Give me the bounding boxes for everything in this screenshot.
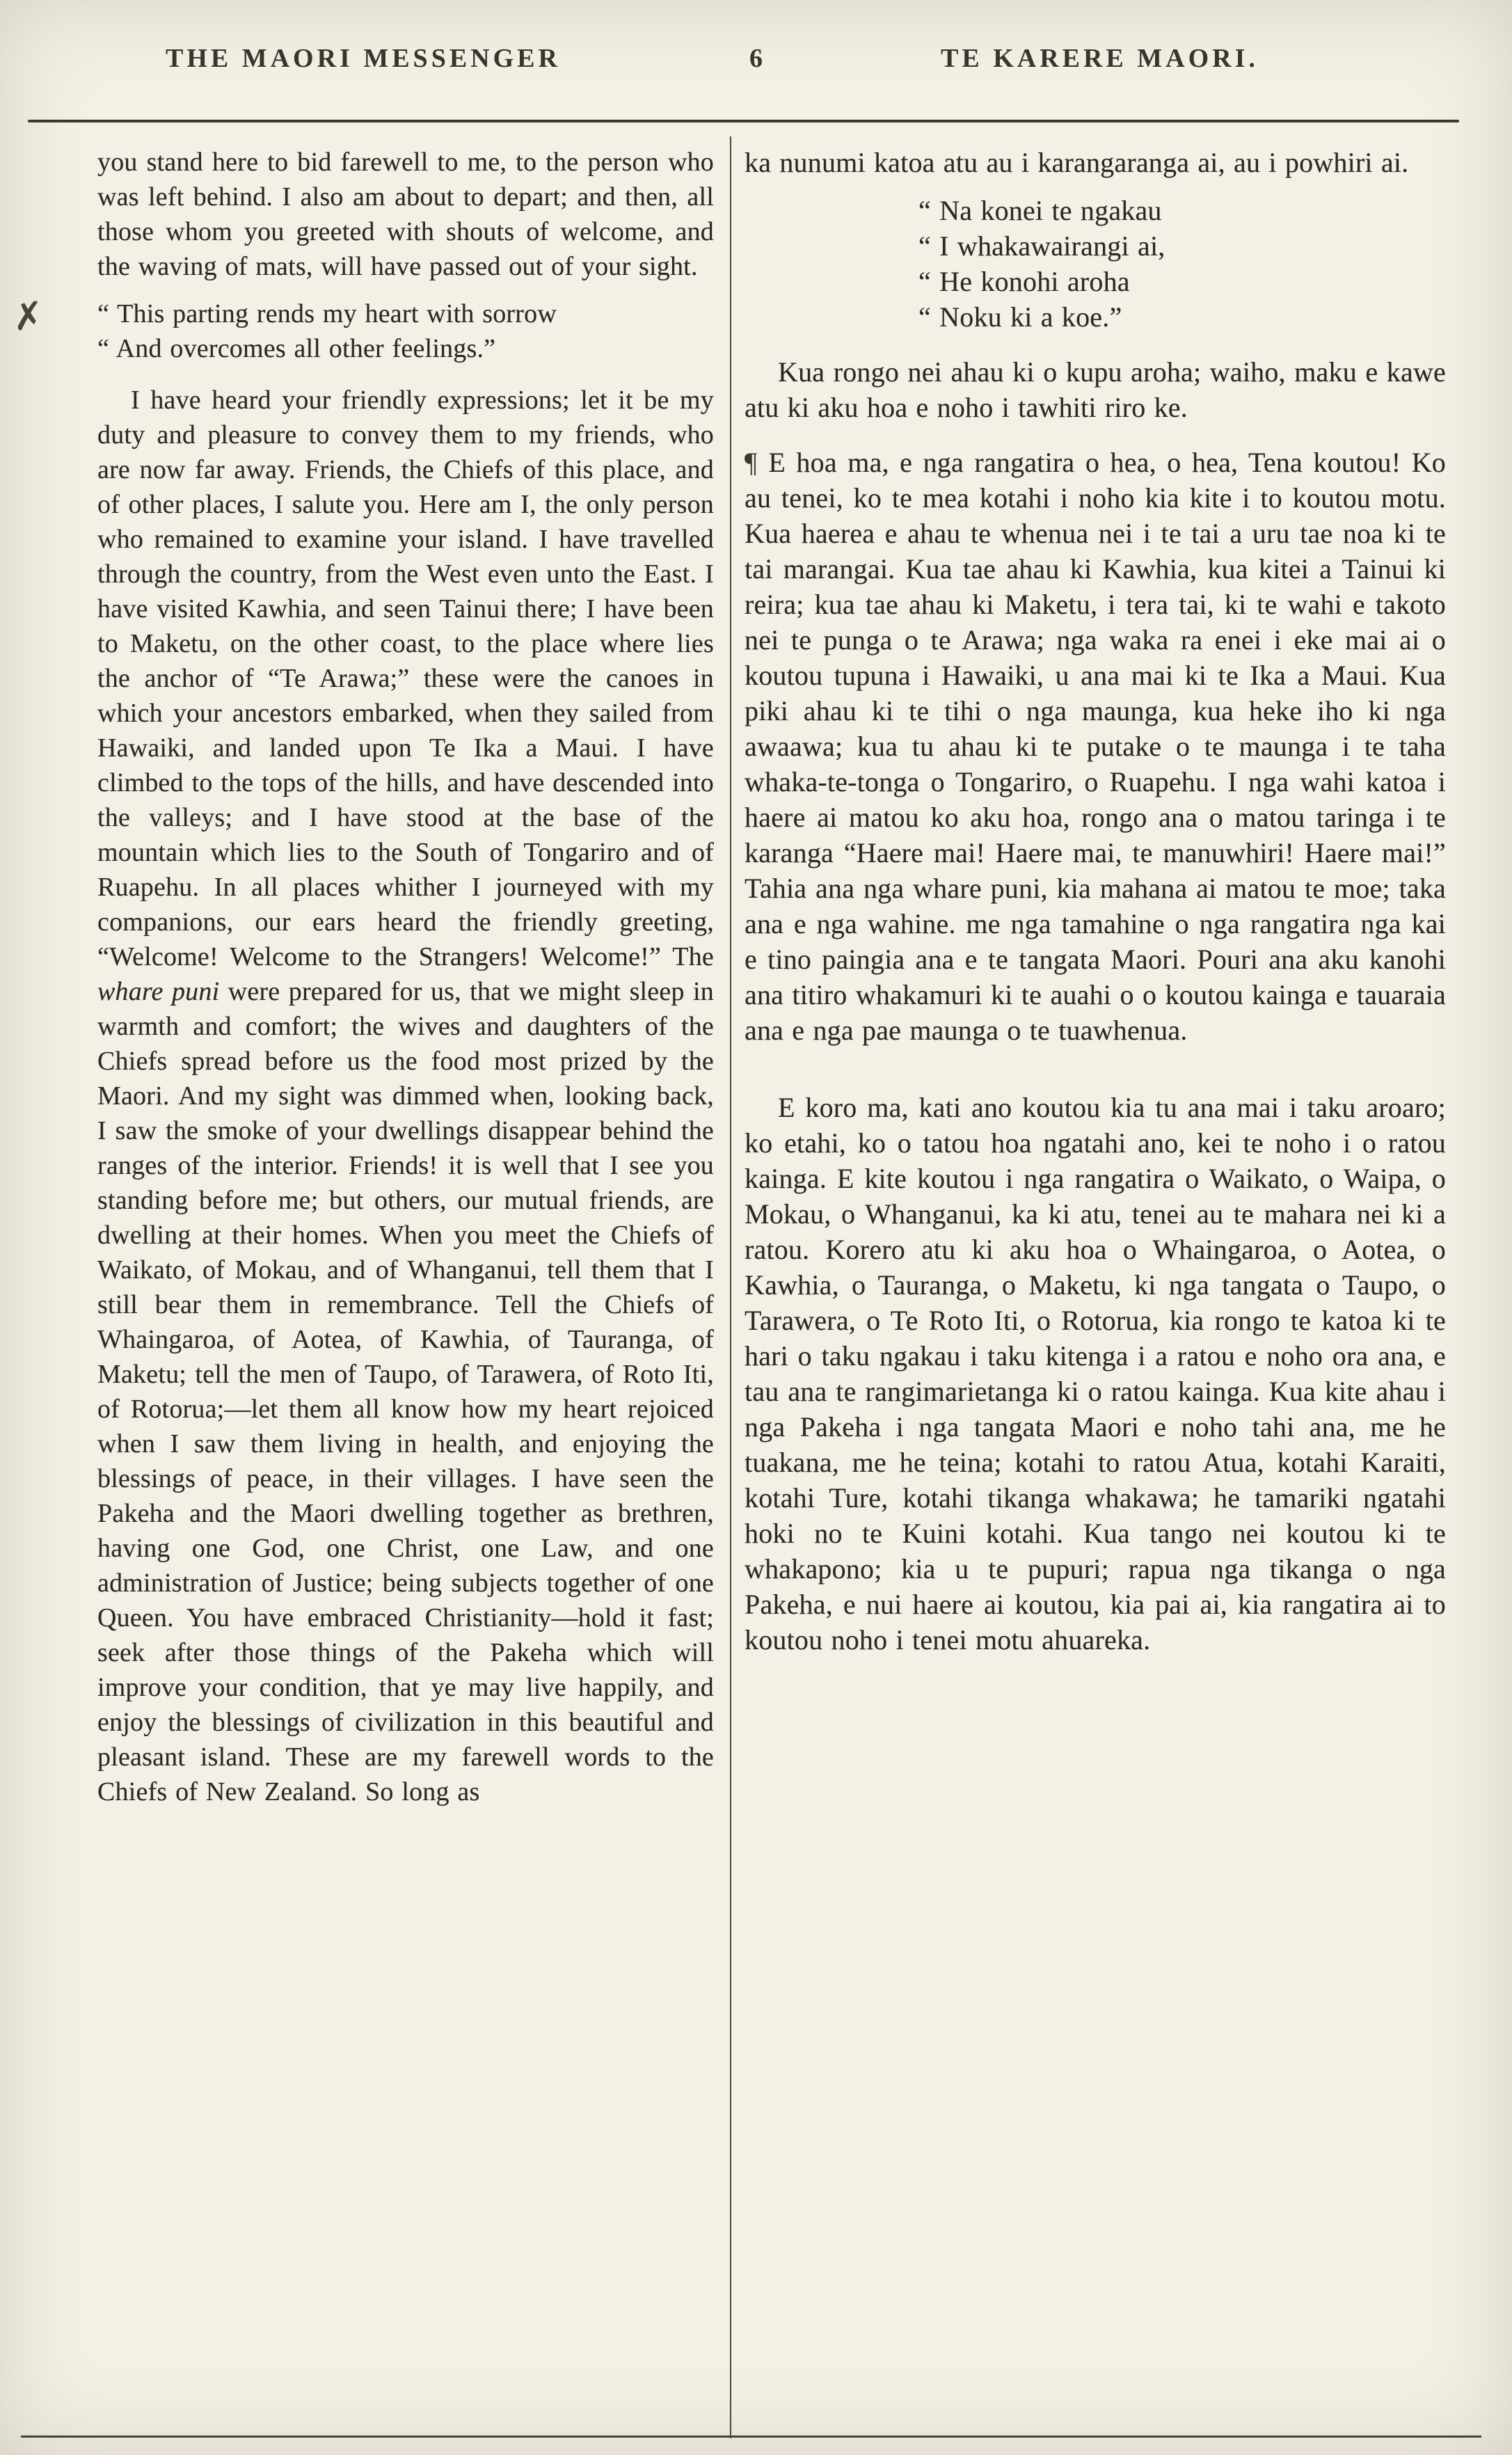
verse-quote-english xyxy=(10,292,714,366)
paragraph-maori-e-koro-ma: E koro ma, kati ano koutou kia tu ana mai i taku aroaro; ko etahi, ko o tatou hoa ngatahi ano, kei te noho i o ratou kainga. E kite koutou i nga rangatira o Waikato, o Waipa, o Mokau, o Whanganui, ka ki atu, tenei au te mahara nei ki a ratou. Korero atu ki aku hoa o Whaingaroa, o Aotea, o Kawhia, o Tauranga, o Maketu, ki nga tangata o Taupo, o Tarawera, o Te Roto Iti, o Rotorua, kia rongo te katoa ki te hari o taku ngakau i taku kitenga i a ratou e noho ora ana, e tau ana te rangimarietanga ki o ratou kainga. Kua kite ahau i nga Pakeha i nga tangata Maori e noho tahi ana, me he tuakana, me he teina; kotahi to ratou Atua, kotahi Karaiti, kotahi Ture, kotahi tikanga whakawa; he tamariki ngatahi hoki no te Kuini kotahi. Kua tango nei koutou ki te whakapono; kia u te pupuri; rapua nga tikanga o nga Pakeha, e nui haere ai koutou, kia pai ai, kia rangatira ai to koutou noho i tenei motu ahuareka. xyxy=(745,1092,1446,1655)
verse-line: “ He konohi aroha xyxy=(918,266,1130,297)
paragraph-maori-continuation: ka nunumi katoa atu au i karangaranga ai, au i powhiri ai. xyxy=(745,147,1409,178)
header-rule xyxy=(28,120,1459,122)
masthead-title-maori: TE KARERE MAORI. xyxy=(941,44,1259,73)
verse-quote-maori xyxy=(918,193,1446,335)
maori-column xyxy=(745,145,1446,1658)
paragraph-text: I have heard your friendly expressions; let it be my duty and pleasure to convey them to my friends, who are now far away. Friends, the Chiefs of this place, and of other places, I salute you. Here am I, the only person who remained to examine your island. I have travelled through the country, from the West even unto the East. I have visited Kawhia, and seen Tainui there; I have been to Maketu, on the other coast, to the place where lies the anchor of “Te Arawa;” these were the canoes in which your ancestors embarked, when they sailed from Hawaiki, and landed upon Te Ika a Maui. I have climbed to the tops of the hills, and have descended into the valleys; and I have stood at the base of the mountain which lies to the South of Tongariro and of Ruapehu. In all places whither I journeyed with my companions, our ears heard the friendly greeting, “Welcome! Welcome to the Strangers! Welcome!” The xyxy=(97,386,714,971)
verse-line: “ I whakawairangi ai, xyxy=(918,230,1165,262)
paragraph-english-continuation: you stand here to bid farewell to me, to the person who was left behind. I also am about to depart; and then, all those whom you greeted with shouts of welcome, and the waving of mats, will have passed out of your sight. xyxy=(97,148,714,281)
pilcrow-mark: ¶ xyxy=(745,447,758,478)
column-divider xyxy=(730,136,731,2438)
italic-phrase: whare puni xyxy=(97,977,220,1006)
verse-line: “ This parting rends my heart with sorrow xyxy=(97,299,557,328)
english-column xyxy=(10,145,714,1809)
masthead-title-english: THE MAORI MESSENGER xyxy=(166,44,561,73)
verse-line: “ Noku ki a koe.” xyxy=(918,301,1122,333)
paragraph-maori-e-hoa-ma xyxy=(745,445,1446,1048)
footer-rule xyxy=(21,2436,1481,2438)
page-number: 6 xyxy=(749,44,763,73)
paragraph-maori-kua-rongo: Kua rongo nei ahau ki o kupu aroha; waiho, maku e kawe atu ki aku hoa e noho i tawhiti riro ke. xyxy=(745,356,1446,423)
verse-line: “ Na konei te ngakau xyxy=(918,195,1162,226)
paragraph-text: E hoa ma, e nga rangatira o hea, o hea, Tena koutou! Ko au tenei, ko te mea kotahi i noho kia kite i to koutou motu. Kua haerea e ahau te whenua nei i te tai a uru tae noa ki te tai marangai. Kua tae ahau ki Kawhia, kua kitei a Tainui ki reira; kua tae ahau ki Maketu, i tera tai, ki te wahi e takoto nei te punga o te Arawa; nga waka ra enei i eke mai ai o koutou tupuna i Hawaiki, u ana mai ki te Ika a Maui. Kua piki ahau ki te tihi o nga maunga, kua heke iho ki nga awaawa; kua tu ahau ki te putake o te maunga i te taha whaka-te-tonga o Tongariro, o Ruapehu. I nga wahi katoa i haere ai matou ko aku hoa, rongo ana o matou taringa i te karanga “Haere mai! Haere mai, te manuwhiri! Haere mai!” Tahia ana nga whare puni, kia mahana ai matou te moe; taka ana e nga wahine. me nga tamahine o nga rangatira nga kai e tino paingia ana e te tangata Maori. Pouri ana aku kanohi ana titiro whakamuri ki te auahi o o koutou kainga e tauaraia ana e nga pae maunga o te tuawhenua. xyxy=(745,447,1446,1046)
handwritten-x-mark: ✗ xyxy=(10,292,47,340)
paragraph-text: were prepared for us, that we might sleep in warmth and comfort; the wives and daughters of the Chiefs spread before us the food most prized by the Maori. And my sight was dimmed when, looking back, I saw the smoke of your dwellings disappear behind the ranges of the interior. Friends! it is well that I see you standing before me; but others, our mutual friends, are dwelling at their homes. When you meet the Chiefs of Waikato, of Mokau, and of Whanganui, tell them that I still bear them in remembrance. Tell the Chiefs of Whaingaroa, of Aotea, of Kawhia, of Tauranga, of Maketu; tell the men of Taupo, of Tarawera, of Roto Iti, of Rotorua;—let them all know how my heart rejoiced when I saw them living in health, and enjoying the blessings of peace, in their villages. I have seen the Pakeha and the Maori dwelling together as brethren, having one God, one Christ, one Law, and one administration of Justice; being subjects together of one Queen. You have embraced Christianity—hold it fast; seek after those things of the Pakeha which will improve your condition, that ye may live happily, and enjoy the blessings of civilization in this beautiful and pleasant island. These are my farewell words to the Chiefs of New Zealand. So long as xyxy=(97,977,714,1806)
verse-line: “ And overcomes all other feelings.” xyxy=(97,334,496,363)
paragraph-english-farewell xyxy=(97,383,714,1809)
